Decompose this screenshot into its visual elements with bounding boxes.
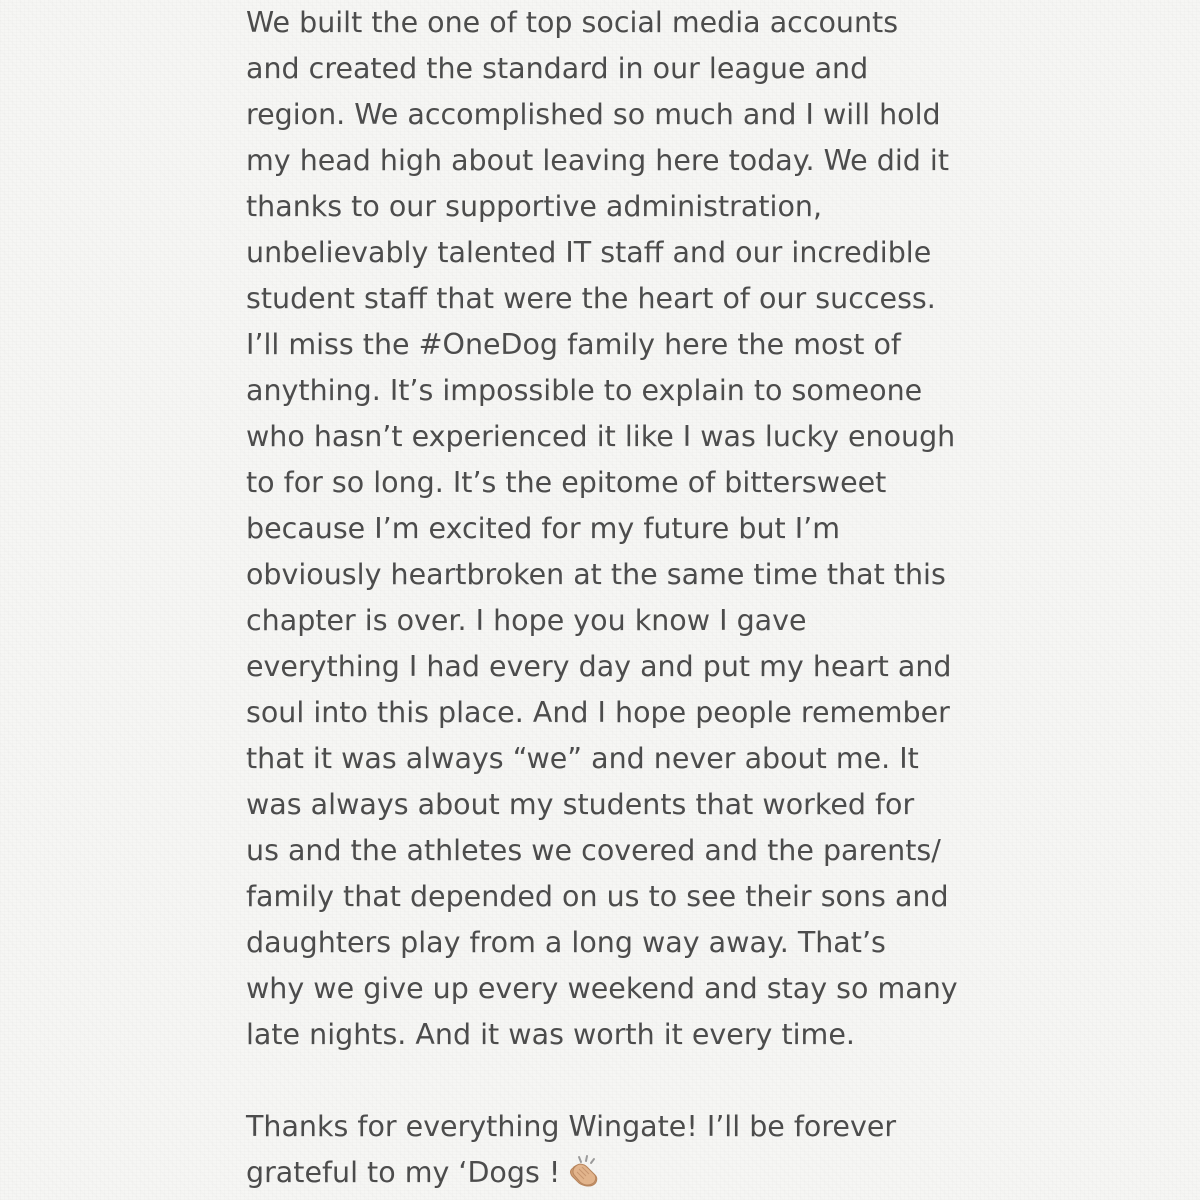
note-line: everything I had every day and put my heart and [246,650,952,683]
note-line: student staff that were the heart of our success. [246,282,936,315]
note-line: anything. It’s impossible to explain to someone [246,374,923,407]
closing-text: grateful to my ‘Dogs ! [246,1156,561,1189]
note-line: thanks to our supportive administration, [246,190,822,223]
note-line: unbelievably talented IT staff and our incredible [246,236,932,269]
closing-line [246,1150,966,1196]
note-line: Thanks for everything Wingate! I’ll be forever [246,1110,897,1143]
clapping-hands-icon [564,1154,604,1188]
note-line: us and the athletes we covered and the parents/ [246,834,941,867]
note-line: family that depended on us to see their sons and [246,880,949,913]
note-line: region. We accomplished so much and I will hold [246,98,941,131]
note-line: that it was always “we” and never about me. It [246,742,919,775]
note-line: was always about my students that worked for [246,788,915,821]
note-line: I’ll miss the #OneDog family here the most of [246,328,901,361]
note-line: because I’m excited for my future but I’m [246,512,840,545]
note-line: late nights. And it was worth it every time. [246,1018,855,1051]
paragraph-spacer [246,1058,966,1104]
note-line: We built the one of top social media accounts [246,6,899,39]
note-line: daughters play from a long way away. That’s [246,926,886,959]
note-line: who hasn’t experienced it like I was lucky enough [246,420,956,453]
note-line: my head high about leaving here today. We did it [246,144,950,177]
note-line: obviously heartbroken at the same time that this [246,558,946,591]
note-line: chapter is over. I hope you know I gave [246,604,807,637]
note-body [246,0,966,1196]
note-line: and created the standard in our league and [246,52,869,85]
note-line: why we give up every weekend and stay so many [246,972,958,1005]
note-line: soul into this place. And I hope people remember [246,696,950,729]
note-line: to for so long. It’s the epitome of bittersweet [246,466,887,499]
